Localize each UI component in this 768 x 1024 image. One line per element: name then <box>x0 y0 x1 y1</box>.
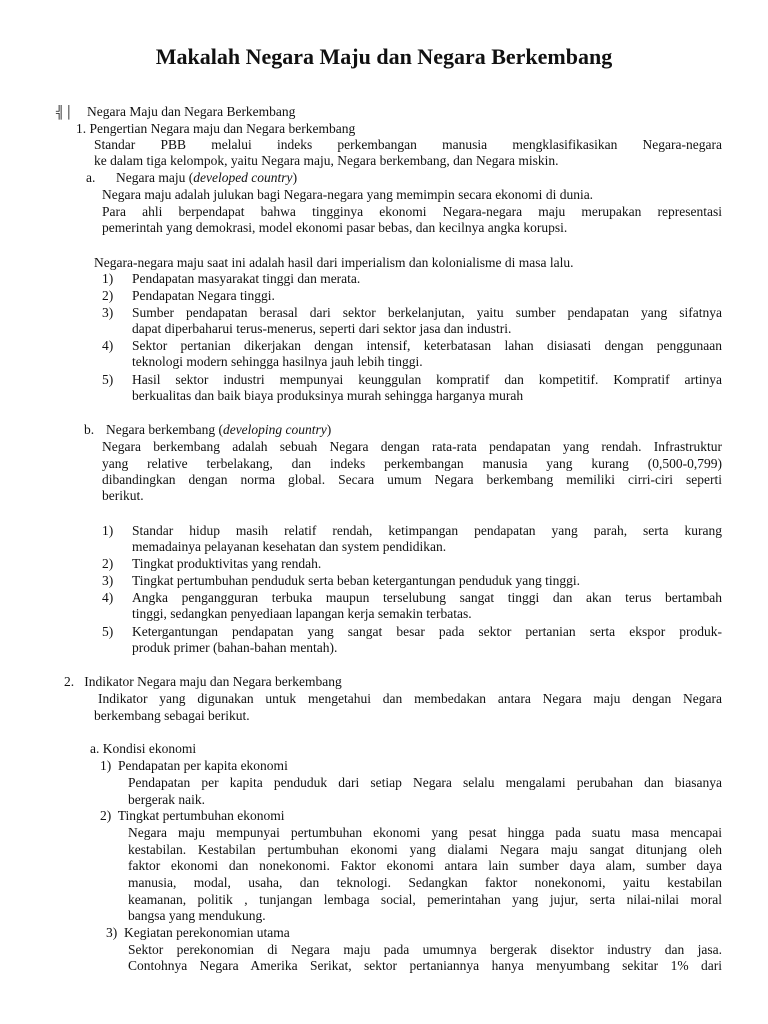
list-item-continued: berkualitas dan baik biaya produksinya murah sehingga harganya murah <box>132 388 524 403</box>
list-item: 5) Ketergantungan pendapatan yang sangat besar pada sektor pertanian serta ekspor produk- <box>102 624 722 639</box>
section-heading: ╣│ Negara Maju dan Negara Berkembang <box>56 104 296 119</box>
paragraph-line: manusia, modal, usaha, dan teknologi. Sedangkan faktor nonekonomi, yaitu kestabilan <box>128 875 722 890</box>
s2-heading: 2. Indikator Negara maju dan Negara berkembang <box>64 674 342 689</box>
paragraph-line: Negara berkembang adalah sebuah Negara dengan rata-rata pendapatan yang rendah. Infrastruktur <box>102 439 722 454</box>
s1-heading: 1. Pengertian Negara maju dan Negara berkembang <box>76 121 356 136</box>
paragraph-line: yang relative terbelakang, dan indeks perkembangan manusia yang kurang (0,500-0,799) <box>102 456 722 471</box>
paragraph-line: Contohnya Negara Amerika Serikat, sektor pertaniannya hanya menyumbang sekitar 1% dari <box>128 958 722 973</box>
paragraph-line: Sektor perekonomian di Negara maju pada umumnya bergerak disektor industry dan jasa. <box>128 942 722 957</box>
list-item: 4) Angka pengangguran terbuka maupun terselubung sangat tinggi dan akan terus bertambah <box>102 590 722 605</box>
list-item-continued: produk primer (bahan-bahan mentah). <box>132 640 338 655</box>
list-item-continued: dapat diperbaharui terus-menerus, seperti dari sektor jasa dan industri. <box>132 321 512 336</box>
list-item: 1) Standar hidup masih relatif rendah, ketimpangan pendapatan yang parah, serta kurang <box>102 523 722 538</box>
subheading-economy: a. Kondisi ekonomi <box>90 741 197 756</box>
book-icon: ╣│ <box>56 105 74 119</box>
paragraph-line: Negara maju mempunyai pertumbuhan ekonomi yang pesat hingga pada suatu masa mencapai <box>128 825 722 840</box>
subheading-developing: b. Negara berkembang (developing country) <box>84 422 332 437</box>
paragraph-line: pemerintah yang demokrasi, model ekonomi pasar bebas, dan kecilnya angka korupsi. <box>102 220 568 235</box>
list-item-continued: memadainya pelayanan kesehatan dan system pendidikan. <box>132 539 447 554</box>
list-item: 5) Hasil sektor industri mempunyai keunggulan kompratif dan kompetitif. Kompratif artinya <box>102 372 722 387</box>
paragraph-line: Para ahli berpendapat bahwa tingginya ekonomi Negara-negara maju merupakan representasi <box>102 204 722 219</box>
list-item: 2) Tingkat produktivitas yang rendah. <box>102 556 322 571</box>
subheading-developed: a. Negara maju (developed country) <box>86 170 298 185</box>
paragraph-line: kestabilan. Kestabilan pertumbuhan ekonomi yang dialami Negara maju sangat ditunjang oleh <box>128 842 722 857</box>
paragraph-line: bangsa yang mendukung. <box>128 908 266 923</box>
paragraph-line: keamanan, politik , tunjangan lembaga social, pemerintahan yang jujur, serta nilai-nilai moral <box>128 892 722 907</box>
paragraph-line: Negara maju adalah julukan bagi Negara-negara yang memimpin secara ekonomi di dunia. <box>102 187 594 202</box>
paragraph-line: bergerak naik. <box>128 792 205 807</box>
paragraph-line: Pendapatan per kapita penduduk dari setiap Negara selalu mengalami perubahan dan biasanya <box>128 775 722 790</box>
paragraph-line: berkembang sebagai berikut. <box>94 708 250 723</box>
list-item: 2) Pendapatan Negara tinggi. <box>102 288 275 303</box>
indicator-heading: 1) Pendapatan per kapita ekonomi <box>100 758 288 773</box>
paragraph-line: ke dalam tiga kelompok, yaitu Negara maju, Negara berkembang, dan Negara miskin. <box>94 153 559 168</box>
paragraph-line: Standar PBB melalui indeks perkembangan manusia mengklasifikasikan Negara-negara <box>94 137 722 152</box>
paragraph-line: dibandingkan dengan norma global. Secara umum Negara berkembang memiliki cirri-ciri seperti <box>102 472 722 487</box>
paragraph-line: Indikator yang digunakan untuk mengetahui dan membedakan antara Negara maju dengan Negara <box>98 691 722 706</box>
list-item: 3) Sumber pendapatan berasal dari sektor berkelanjutan, yaitu sumber pendapatan yang sifatnya <box>102 305 722 320</box>
list-item-continued: teknologi modern sehingga hasilnya jauh lebih tinggi. <box>132 354 423 369</box>
list-item-continued: tinggi, sedangkan penyediaan lapangan kerja semakin terbatas. <box>132 606 472 621</box>
paragraph-line: faktor ekonomi dan nonekonomi. Faktor ekonomi antara lain sumber daya alam, sumber daya <box>128 858 722 873</box>
indicator-heading: 3) Kegiatan perekonomian utama <box>106 925 290 940</box>
document-title: Makalah Negara Maju dan Negara Berkembang <box>155 44 613 69</box>
indicator-heading: 2) Tingkat pertumbuhan ekonomi <box>100 808 285 823</box>
list-item: 1) Pendapatan masyarakat tinggi dan merata. <box>102 271 361 286</box>
paragraph-line: berikut. <box>102 488 144 503</box>
list-item: 3) Tingkat pertumbuhan penduduk serta beban ketergantungan penduduk yang tinggi. <box>102 573 581 588</box>
list-item: 4) Sektor pertanian dikerjakan dengan intensif, keterbatasan lahan disiasati dengan penggunaan <box>102 338 722 353</box>
paragraph-line: Negara-negara maju saat ini adalah hasil dari imperialism dan kolonialisme di masa lalu. <box>94 255 574 270</box>
